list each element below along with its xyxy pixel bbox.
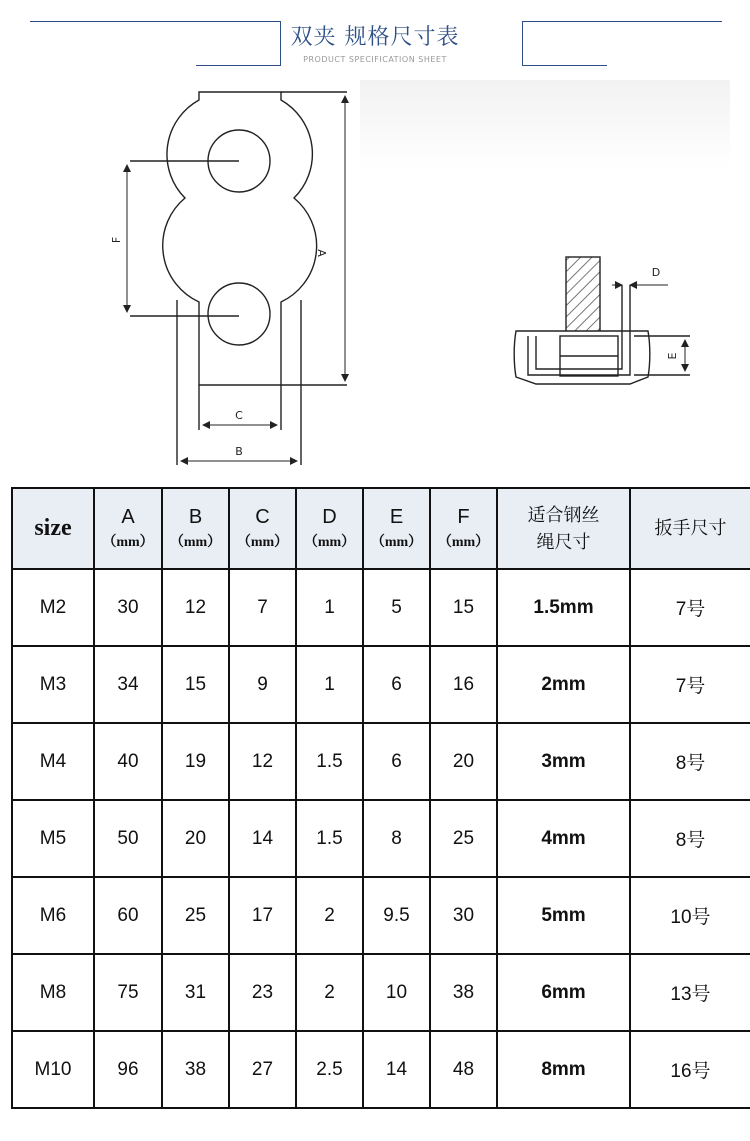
cell-c: 23 (229, 954, 296, 1031)
side-view (514, 257, 690, 384)
cell-b: 31 (162, 954, 229, 1031)
table-header-row (12, 488, 750, 569)
clamp-drawing-svg (0, 80, 750, 480)
dim-label-d: D (651, 266, 661, 279)
cell-size: M2 (12, 569, 94, 646)
cell-size: M5 (12, 800, 94, 877)
cell-c: 9 (229, 646, 296, 723)
cell-c: 7 (229, 569, 296, 646)
cell-rope: 6mm (497, 954, 630, 1031)
cell-f: 15 (430, 569, 497, 646)
cell-c: 12 (229, 723, 296, 800)
cell-rope: 8mm (497, 1031, 630, 1108)
table-row (12, 569, 750, 646)
cell-f: 25 (430, 800, 497, 877)
cell-f: 48 (430, 1031, 497, 1108)
cell-d: 1 (296, 569, 363, 646)
header-a: A （mm） (94, 488, 162, 569)
table-row (12, 723, 750, 800)
cell-rope: 4mm (497, 800, 630, 877)
cell-f: 20 (430, 723, 497, 800)
cell-d: 2 (296, 954, 363, 1031)
cell-b: 15 (162, 646, 229, 723)
cell-f: 16 (430, 646, 497, 723)
cell-wrench: 10号 (630, 877, 750, 954)
cell-e: 9.5 (363, 877, 430, 954)
cell-wrench: 13号 (630, 954, 750, 1031)
cell-f: 38 (430, 954, 497, 1031)
cell-size: M3 (12, 646, 94, 723)
cell-e: 14 (363, 1031, 430, 1108)
cell-c: 17 (229, 877, 296, 954)
cell-e: 8 (363, 800, 430, 877)
cell-a: 40 (94, 723, 162, 800)
spec-table (11, 487, 750, 1109)
cell-d: 1.5 (296, 800, 363, 877)
cell-d: 2 (296, 877, 363, 954)
cell-wrench: 16号 (630, 1031, 750, 1108)
cell-a: 75 (94, 954, 162, 1031)
cell-size: M6 (12, 877, 94, 954)
cell-d: 2.5 (296, 1031, 363, 1108)
cell-wrench: 7号 (630, 569, 750, 646)
dim-label-c: C (235, 409, 243, 422)
header (0, 0, 750, 80)
cell-b: 38 (162, 1031, 229, 1108)
cell-f: 30 (430, 877, 497, 954)
header-rule-right-bottom (522, 65, 607, 66)
header-d: D （mm） (296, 488, 363, 569)
cell-e: 5 (363, 569, 430, 646)
cell-b: 25 (162, 877, 229, 954)
cell-wrench: 8号 (630, 723, 750, 800)
header-wrench-size: 扳手尺寸 (630, 488, 750, 569)
table-row (12, 1031, 750, 1108)
cell-size: M8 (12, 954, 94, 1031)
table-row (12, 800, 750, 877)
header-b: B （mm） (162, 488, 229, 569)
header-e: E （mm） (363, 488, 430, 569)
header-f: F （mm） (430, 488, 497, 569)
cell-b: 12 (162, 569, 229, 646)
cell-e: 10 (363, 954, 430, 1031)
cell-rope: 1.5mm (497, 569, 630, 646)
dim-label-f: F (110, 236, 123, 244)
technical-drawing (0, 80, 750, 480)
header-size: size (12, 488, 94, 569)
cell-c: 14 (229, 800, 296, 877)
page-subtitle: PRODUCT SPECIFICATION SHEET (303, 55, 447, 64)
dim-label-b: B (235, 445, 243, 458)
header-rope-size: 适合钢丝 绳尺寸 (497, 488, 630, 569)
cell-wrench: 7号 (630, 646, 750, 723)
cell-a: 60 (94, 877, 162, 954)
dim-label-e: E (666, 352, 679, 360)
cell-a: 30 (94, 569, 162, 646)
cell-rope: 5mm (497, 877, 630, 954)
cell-c: 27 (229, 1031, 296, 1108)
table-row (12, 646, 750, 723)
cell-size: M10 (12, 1031, 94, 1108)
cell-d: 1 (296, 646, 363, 723)
header-rule-left-bottom (196, 65, 281, 66)
cell-rope: 2mm (497, 646, 630, 723)
cell-d: 1.5 (296, 723, 363, 800)
page-title: 双夹 规格尺寸表 (290, 25, 460, 50)
header-c: C （mm） (229, 488, 296, 569)
cell-wrench: 8号 (630, 800, 750, 877)
cell-a: 34 (94, 646, 162, 723)
table-row (12, 954, 750, 1031)
cell-b: 20 (162, 800, 229, 877)
cell-a: 96 (94, 1031, 162, 1108)
dim-label-a: A (315, 249, 328, 257)
cell-rope: 3mm (497, 723, 630, 800)
cell-size: M4 (12, 723, 94, 800)
cell-b: 19 (162, 723, 229, 800)
cell-a: 50 (94, 800, 162, 877)
table-row (12, 877, 750, 954)
cell-e: 6 (363, 723, 430, 800)
cell-e: 6 (363, 646, 430, 723)
